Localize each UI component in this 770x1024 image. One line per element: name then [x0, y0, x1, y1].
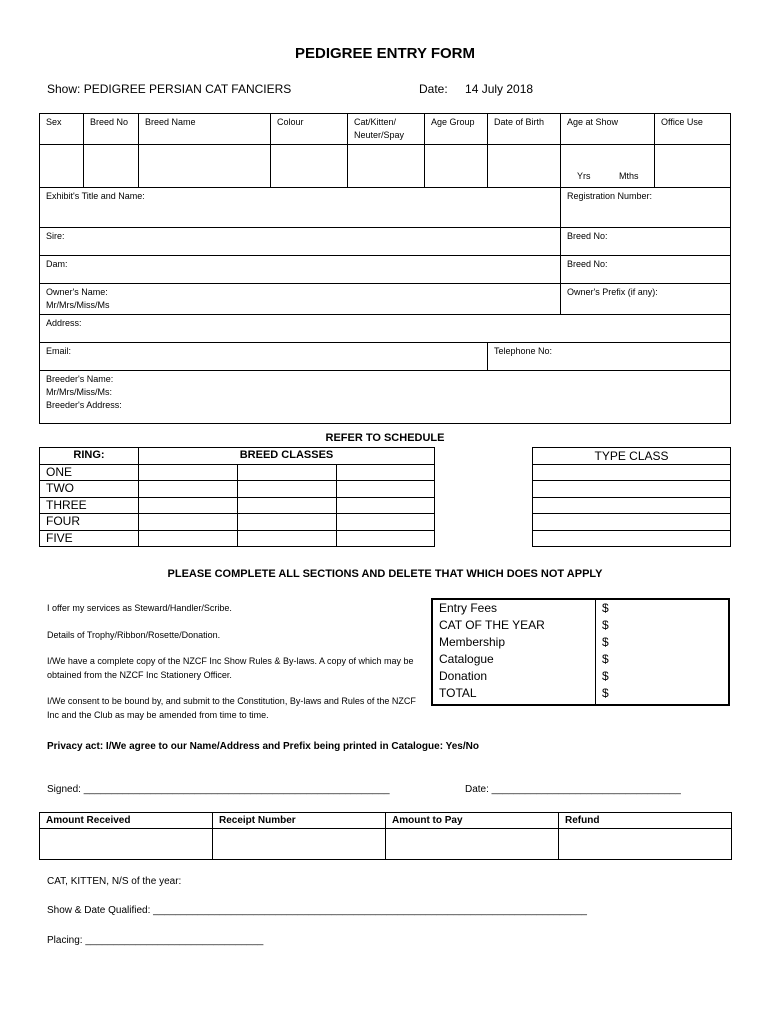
- email-field[interactable]: Email:: [40, 343, 488, 371]
- class-cell[interactable]: [337, 514, 435, 531]
- age-yrs-label: Yrs: [577, 171, 591, 181]
- fees-labels: [432, 599, 596, 705]
- type-class-cell[interactable]: [533, 514, 731, 531]
- breeder-name-label: Breeder's Name:: [46, 374, 114, 384]
- signature-date-line[interactable]: Date: __________________________________: [465, 784, 681, 795]
- ring-five: FIVE: [40, 530, 139, 547]
- exhibit-title-field[interactable]: Exhibit's Title and Name:: [40, 188, 561, 228]
- fee-catalogue: Catalogue: [439, 652, 494, 666]
- privacy-statement[interactable]: Privacy act: I/We agree to our Name/Address and Prefix being printed in Catalogue: Yes/No: [47, 741, 479, 752]
- age-at-show-field[interactable]: [561, 145, 655, 188]
- sire-breed-no-field[interactable]: Breed No:: [561, 228, 731, 256]
- date-label: Date:: [419, 82, 448, 96]
- owner-name-field[interactable]: [40, 284, 561, 315]
- owner-title-label: Mr/Mrs/Miss/Ms: [46, 300, 110, 310]
- ring-two: TWO: [40, 481, 139, 498]
- header-breed-name: Breed Name: [139, 114, 271, 145]
- header-amount-to-pay: Amount to Pay: [386, 813, 559, 829]
- header-sex: Sex: [40, 114, 84, 145]
- owner-name-label: Owner's Name:: [46, 287, 108, 297]
- class-cell[interactable]: [238, 497, 337, 514]
- breed-no-field[interactable]: [84, 145, 139, 188]
- fee-donation: Donation: [439, 669, 488, 683]
- show-line: [47, 82, 291, 96]
- fee-entry-fees: Entry Fees: [439, 601, 498, 615]
- header-breed-no: Breed No: [84, 114, 139, 145]
- type-class-cell[interactable]: [533, 464, 731, 481]
- class-cell[interactable]: [238, 464, 337, 481]
- payment-table: [39, 812, 732, 860]
- fees-amounts[interactable]: [596, 599, 730, 705]
- breed-classes-header: BREED CLASSES: [139, 448, 435, 465]
- type-class-cell[interactable]: [533, 497, 731, 514]
- statement-rules: I/We have a complete copy of the NZCF Inc Show Rules & By-laws. A copy of which may be obtained from the NZCF Inc Stationery Officer.: [47, 656, 414, 680]
- header-receipt-number: Receipt Number: [213, 813, 386, 829]
- class-cell[interactable]: [238, 481, 337, 498]
- class-cell[interactable]: [337, 530, 435, 547]
- header-refund: Refund: [559, 813, 732, 829]
- refund-field[interactable]: [559, 829, 732, 860]
- amount-received-field[interactable]: [40, 829, 213, 860]
- header-amount-received: Amount Received: [40, 813, 213, 829]
- statement-consent: I/We consent to be bound by, and submit to the Constitution, By-laws and Rules of the NZCF Inc and the Club as may be amended from time to time.: [47, 696, 416, 720]
- entry-table: [39, 113, 731, 424]
- telephone-field[interactable]: Telephone No:: [488, 343, 731, 371]
- ring-one: ONE: [40, 464, 139, 481]
- signature-line[interactable]: Signed: _______________________________________________________: [47, 784, 390, 795]
- ring-header: RING:: [40, 448, 139, 465]
- statement-steward[interactable]: I offer my services as Steward/Handler/Scribe.: [47, 603, 232, 613]
- class-cell[interactable]: [337, 464, 435, 481]
- header-date-of-birth: Date of Birth: [488, 114, 561, 145]
- colour-field[interactable]: [271, 145, 348, 188]
- currency-symbol: $: [602, 669, 609, 683]
- address-field[interactable]: Address:: [40, 315, 731, 343]
- schedule-title: REFER TO SCHEDULE: [325, 432, 445, 444]
- class-cell[interactable]: [139, 530, 238, 547]
- dam-field[interactable]: Dam:: [40, 256, 561, 284]
- date-value[interactable]: 14 July 2018: [465, 82, 534, 96]
- type-class-header: TYPE CLASS: [533, 448, 731, 465]
- header-colour: Colour: [271, 114, 348, 145]
- fee-total: TOTAL: [439, 686, 477, 700]
- ring-four: FOUR: [40, 514, 139, 531]
- cat-of-year-line[interactable]: CAT, KITTEN, N/S of the year:: [47, 876, 182, 887]
- breed-name-field[interactable]: [139, 145, 271, 188]
- sex-field[interactable]: [40, 145, 84, 188]
- currency-symbol: $: [602, 618, 609, 632]
- currency-symbol: $: [602, 686, 609, 700]
- receipt-number-field[interactable]: [213, 829, 386, 860]
- class-cell[interactable]: [139, 514, 238, 531]
- date-line: [419, 82, 533, 96]
- class-cell[interactable]: [238, 530, 337, 547]
- placing-line[interactable]: Placing: ________________________________: [47, 935, 264, 946]
- class-cell[interactable]: [337, 497, 435, 514]
- dam-breed-no-field[interactable]: Breed No:: [561, 256, 731, 284]
- ring-three: THREE: [40, 497, 139, 514]
- owner-prefix-field[interactable]: Owner's Prefix (if any):: [561, 284, 731, 315]
- type-class-table: [532, 447, 731, 547]
- fee-cat-of-the-year: CAT OF THE YEAR: [439, 618, 545, 632]
- header-age-group: Age Group: [425, 114, 488, 145]
- breeder-title-label: Mr/Mrs/Miss/Ms:: [46, 387, 112, 397]
- currency-symbol: $: [602, 652, 609, 666]
- office-use-field: [655, 145, 731, 188]
- header-office-use: Office Use: [655, 114, 731, 145]
- age-mths-label: Mths: [619, 171, 639, 181]
- type-class-cell[interactable]: [533, 481, 731, 498]
- class-cell[interactable]: [238, 514, 337, 531]
- statement-trophy[interactable]: Details of Trophy/Ribbon/Rosette/Donation.: [47, 630, 221, 640]
- breeder-address-label: Breeder's Address:: [46, 400, 122, 410]
- show-date-qualified-line[interactable]: Show & Date Qualified: ______________________________________________________________________________: [47, 905, 587, 916]
- header-age-at-show: Age at Show: [561, 114, 655, 145]
- class-cell[interactable]: [139, 481, 238, 498]
- instructions-heading: PLEASE COMPLETE ALL SECTIONS AND DELETE THAT WHICH DOES NOT APPLY: [167, 568, 603, 580]
- breeder-field[interactable]: [40, 371, 731, 424]
- age-group-field[interactable]: [425, 145, 488, 188]
- class-cell[interactable]: [337, 481, 435, 498]
- class-cell[interactable]: [139, 497, 238, 514]
- amount-to-pay-field[interactable]: [386, 829, 559, 860]
- class-cell[interactable]: [139, 464, 238, 481]
- date-of-birth-field[interactable]: [488, 145, 561, 188]
- header-cat-kitten: Cat/Kitten/ Neuter/Spay: [348, 114, 425, 145]
- cat-kitten-field[interactable]: [348, 145, 425, 188]
- currency-symbol: $: [602, 635, 609, 649]
- show-label: Show:: [47, 82, 81, 96]
- sire-field[interactable]: Sire:: [40, 228, 561, 256]
- type-class-cell[interactable]: [533, 530, 731, 547]
- ring-table: [39, 447, 435, 547]
- currency-symbol: $: [602, 601, 609, 615]
- fees-table: [431, 598, 730, 706]
- form-title: PEDIGREE ENTRY FORM: [294, 45, 476, 62]
- registration-number-field[interactable]: Registration Number:: [561, 188, 731, 228]
- fee-membership: Membership: [439, 635, 506, 649]
- show-value[interactable]: PEDIGREE PERSIAN CAT FANCIERS: [83, 82, 292, 96]
